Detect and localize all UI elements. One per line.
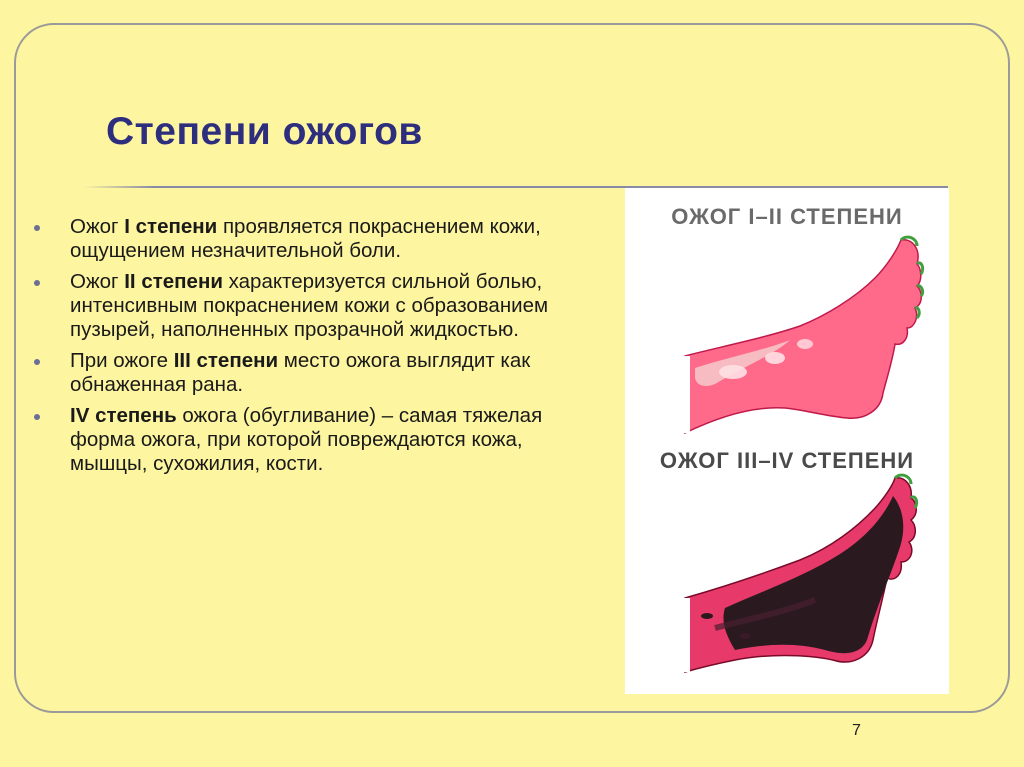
bullet-bold-text: III степени [173, 349, 279, 372]
slide-title: Степени ожогов [106, 110, 423, 153]
bullet-text: Ожог [70, 215, 125, 238]
bullet-item [32, 215, 592, 263]
foot-third-fourth-degree-image [685, 475, 917, 672]
foot-first-second-degree-image [685, 237, 923, 433]
bullet-item [32, 270, 592, 342]
bullet-text: ожога (обугливание) – самая тяжелая форма ожога, при которой повреждаются кожа, мышцы, сухожилия, кости. [70, 404, 543, 475]
top-illustration-label: ОЖОГ I–II СТЕПЕНИ [671, 204, 903, 229]
bullet-text: место ожога выглядит как обнаженная рана. [70, 349, 531, 396]
bullet-bold-text: IV степень [70, 404, 177, 427]
bullet-list [32, 215, 592, 483]
bullet-item [32, 349, 592, 397]
bullet-bold-text: I степени [124, 215, 218, 238]
page-number: 7 [852, 722, 861, 739]
bullet-item [32, 404, 592, 476]
bottom-illustration-label: ОЖОГ III–IV СТЕПЕНИ [659, 448, 915, 473]
burn-illustration [625, 188, 949, 694]
bullet-text: Ожог [70, 270, 125, 293]
bullet-bold-text: II степени [124, 270, 223, 293]
bullet-text: При ожоге [70, 349, 174, 372]
bullet-text: проявляется покраснением кожи, ощущением незначительной боли. [70, 215, 541, 262]
bullet-text: характеризуется сильной болью, интенсивным покраснением кожи с образованием пузырей, наполненных прозрачной жидкостью. [70, 270, 549, 341]
